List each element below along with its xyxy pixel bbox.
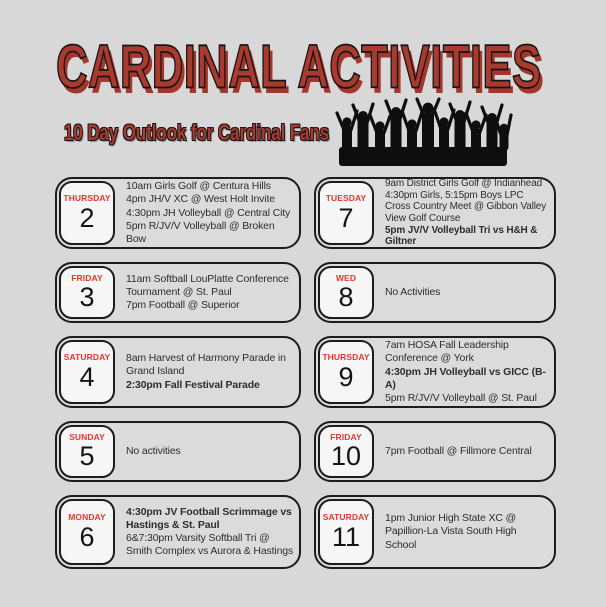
event-line: 6&7:30pm Varsity Softball Tri @ Smith Complex vs Aurora & Hastings [126, 532, 294, 558]
day-name: SATURDAY [63, 352, 111, 363]
event-line: 4:30pm Girls, 5:15pm Boys LPC Cross Country Meet @ Gibbon Valley View Golf Course [385, 189, 547, 224]
event-list [117, 347, 299, 396]
day-card [55, 336, 301, 408]
date-badge [318, 340, 374, 404]
event-line: 4pm JH/V XC @ West Holt Invite [126, 193, 275, 206]
event-line: 5pm JV/V Volleyball Tri vs H&H & Giltner [385, 224, 538, 248]
day-card [314, 421, 556, 482]
day-card [55, 177, 301, 249]
date-badge [59, 181, 115, 245]
event-line: 5pm R/JV/V Volleyball @ St. Paul [385, 391, 537, 404]
page-title: CARDINAL ACTIVITIES [56, 31, 542, 101]
day-number: 8 [338, 282, 354, 313]
event-line: 2:30pm Fall Festival Parade [126, 378, 260, 391]
event-list [117, 440, 186, 463]
event-line: 5pm R/JV/V Volleyball @ Broken Bow [126, 219, 275, 245]
date-badge [59, 266, 115, 319]
event-line: 7am HOSA Fall Leadership Conference @ York [385, 339, 509, 365]
date-badge [59, 425, 115, 478]
event-list [117, 268, 299, 317]
event-line: 9am District Girls Golf @ Indianhead [385, 177, 543, 189]
day-number: 11 [331, 521, 361, 552]
date-badge [318, 266, 374, 319]
day-number: 7 [338, 202, 354, 233]
page-subtitle: 10 Day Outlook for Cardinal Fans [64, 121, 330, 146]
event-line: 8am Harvest of Harmony Parade in Grand Island [126, 352, 286, 378]
event-list [376, 440, 537, 463]
day-name: WED [335, 272, 357, 283]
day-number: 6 [79, 521, 95, 552]
event-line: 4:30pm JH Volleyball vs GICC (B-A) [385, 365, 546, 391]
event-line: 10am Girls Golf @ Centura Hills [126, 180, 271, 193]
day-card [314, 336, 556, 408]
event-line: No activities [126, 444, 181, 457]
day-name: SUNDAY [69, 431, 105, 442]
day-name: THURSDAY [322, 352, 370, 363]
day-number: 3 [79, 282, 95, 313]
schedule-grid [55, 177, 556, 569]
date-badge [318, 499, 374, 565]
date-badge [318, 425, 374, 478]
day-card [314, 262, 556, 323]
day-name: FRIDAY [330, 431, 362, 442]
day-number: 9 [338, 361, 354, 392]
event-line: 4:30pm JH Volleyball @ Central City [126, 206, 291, 219]
date-badge [59, 340, 115, 404]
event-list [117, 175, 299, 250]
date-badge [318, 181, 374, 245]
day-card [314, 495, 556, 569]
day-name: MONDAY [68, 512, 106, 523]
event-line: 4:30pm JV Football Scrimmage vs Hastings & St. Paul [126, 505, 292, 531]
day-name: TUESDAY [325, 193, 367, 204]
date-badge [59, 499, 115, 565]
event-list [376, 281, 445, 304]
day-card [55, 421, 301, 482]
day-name: SATURDAY [322, 512, 370, 523]
day-number: 2 [79, 202, 95, 233]
event-list [376, 173, 554, 253]
day-number: 4 [79, 361, 95, 392]
day-name: THURSDAY [63, 193, 111, 204]
day-card [55, 495, 301, 569]
event-line: 11am Softball LouPlatte Conference Tournament @ St. Paul [126, 272, 289, 298]
day-card [314, 177, 556, 249]
event-list [117, 501, 299, 563]
cheering-crowd-icon [333, 97, 513, 167]
day-number: 10 [330, 441, 362, 472]
event-line: 7pm Football @ Fillmore Central [385, 444, 532, 457]
event-line: No Activities [385, 285, 441, 298]
event-line: 7pm Football @ Superior [126, 299, 240, 311]
event-line: 1pm Junior High State XC @ Papillion-La Vista South High School [385, 512, 517, 551]
day-card [55, 262, 301, 323]
event-list [376, 507, 554, 556]
event-list [376, 334, 554, 409]
day-number: 5 [79, 441, 95, 472]
day-name: FRIDAY [71, 272, 103, 283]
